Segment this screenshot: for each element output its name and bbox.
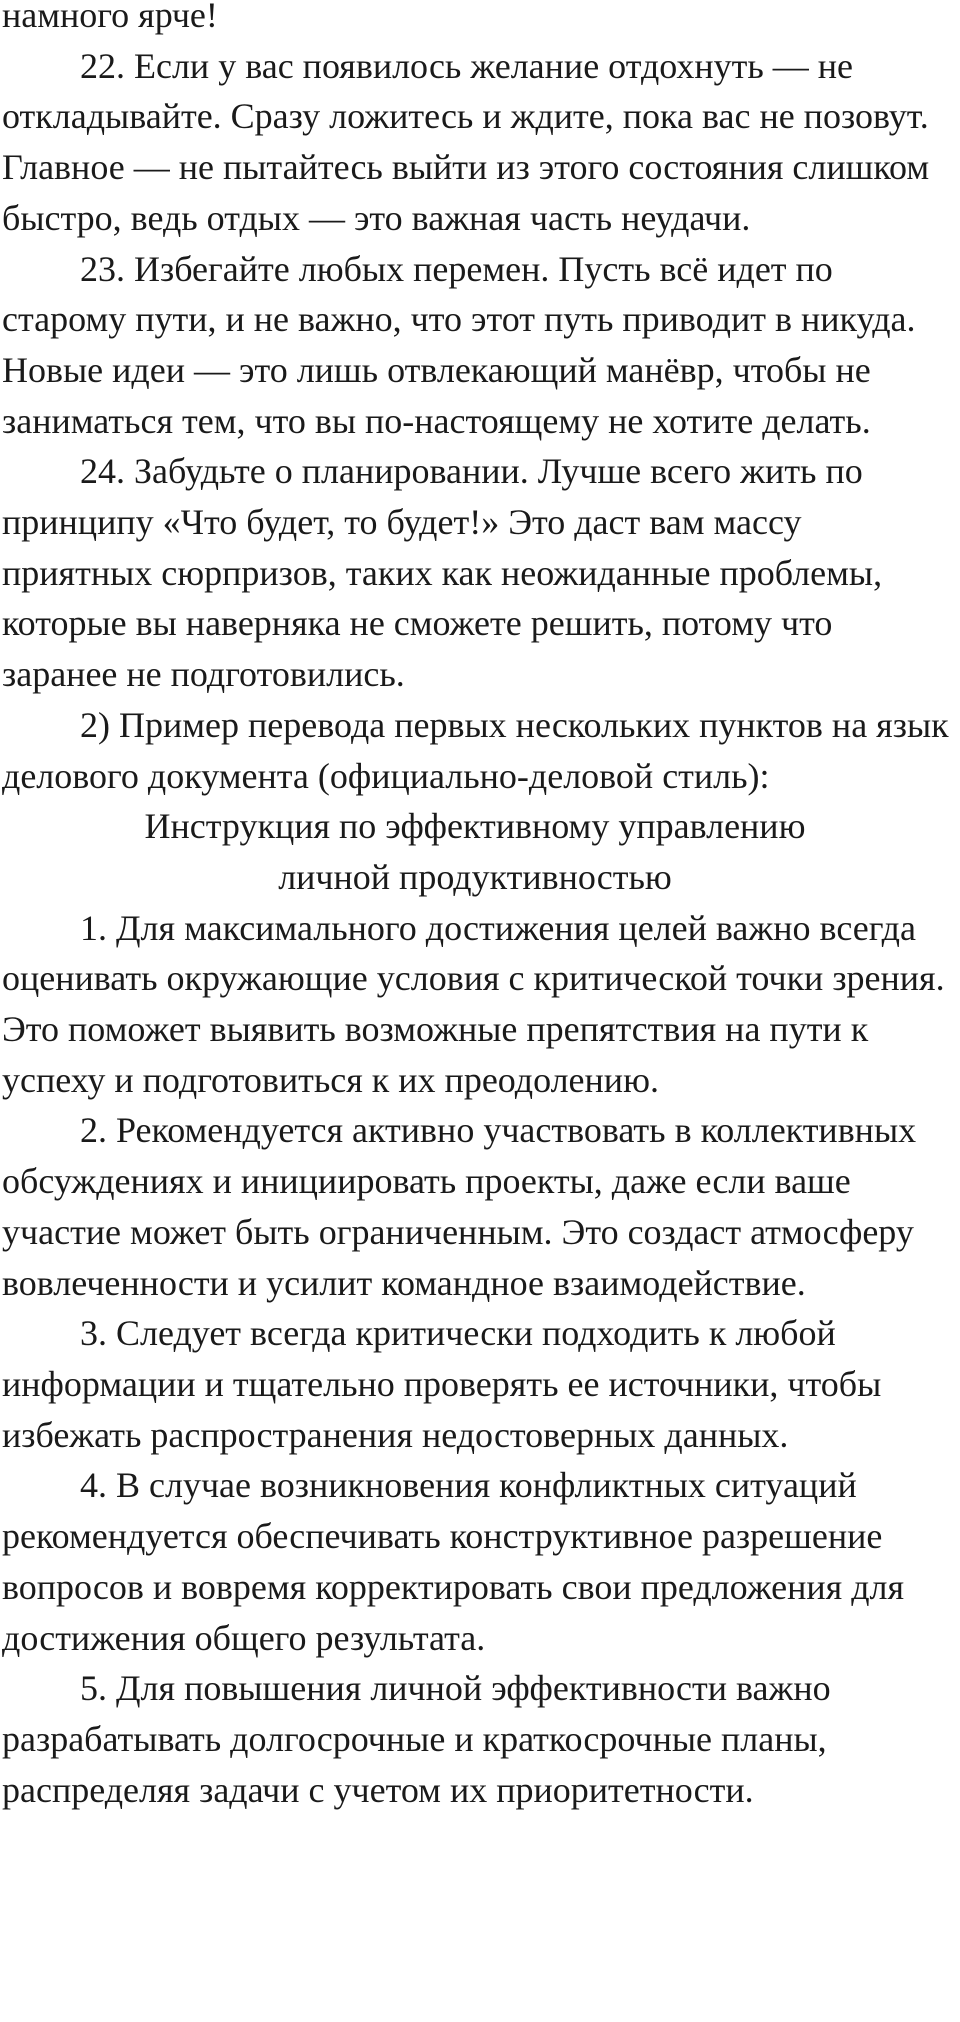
list-item-4: 4. В случае возникновения конфликтных ситуаций рекомендуется обеспечивать конструктивное разрешение вопросов и вовремя корректировать свои предложения для достижения общего результата. [2,1465,905,1658]
list-item-3: 3. Следует всегда критически подходить к любой информации и тщательно проверять ее источники, чтобы избежать распространения недостоверных данных. [2,1313,882,1455]
list-item-2: 2. Рекомендуется активно участвовать в коллективных обсуждениях и инициировать проекты, даже если ваше участие может быть ограниченным. Это создаст атмосферу вовлеченности и усилит командное взаимодействие. [2,1110,917,1303]
list-item-5: 5. Для повышения личной эффективности важно разрабатывать долгосрочные и краткосрочные планы, распределяя задачи с учетом их приоритетности. [2,1668,831,1810]
list-item-23: 23. Избегайте любых перемен. Пусть всё идет по старому пути, и не важно, что этот путь приводит в никуда. Новые идеи — это лишь отвлекающий манёвр, чтобы не заниматься тем, что вы по-настоящему не хотите делать. [2,248,916,441]
document-title-line-1: Инструкция по эффективному управлению [144,806,806,847]
list-item-22: 22. Если у вас появилось желание отдохнуть — не откладывайте. Сразу ложитесь и ждите, пока вас не позовут. Главное — не пытайтесь выйти из этого состояния слишком быстро, ведь отдых — это важная часть неудачи. [2,45,930,238]
list-item-24: 24. Забудьте о планировании. Лучше всего жить по принципу «Что будет, то будет!» Это даст вам массу приятных сюрпризов, таких как неожиданные проблемы, которые вы наверняка не сможете решить, потому что заранее не подготовились. [2,451,883,695]
lead-line: намного ярче! [2,0,218,35]
document-page [2,0,952,1815]
list-item-1: 1. Для максимального достижения целей важно всегда оценивать окружающие условия с критической точки зрения. Это поможет выявить возможные препятствия на пути к успеху и подготовиться к их преодолению. [2,907,945,1100]
section-intro: 2) Пример перевода первых нескольких пунктов на язык делового документа (официально-деловой стиль): [2,704,949,796]
document-title-line-2: личной продуктивностью [278,856,672,897]
